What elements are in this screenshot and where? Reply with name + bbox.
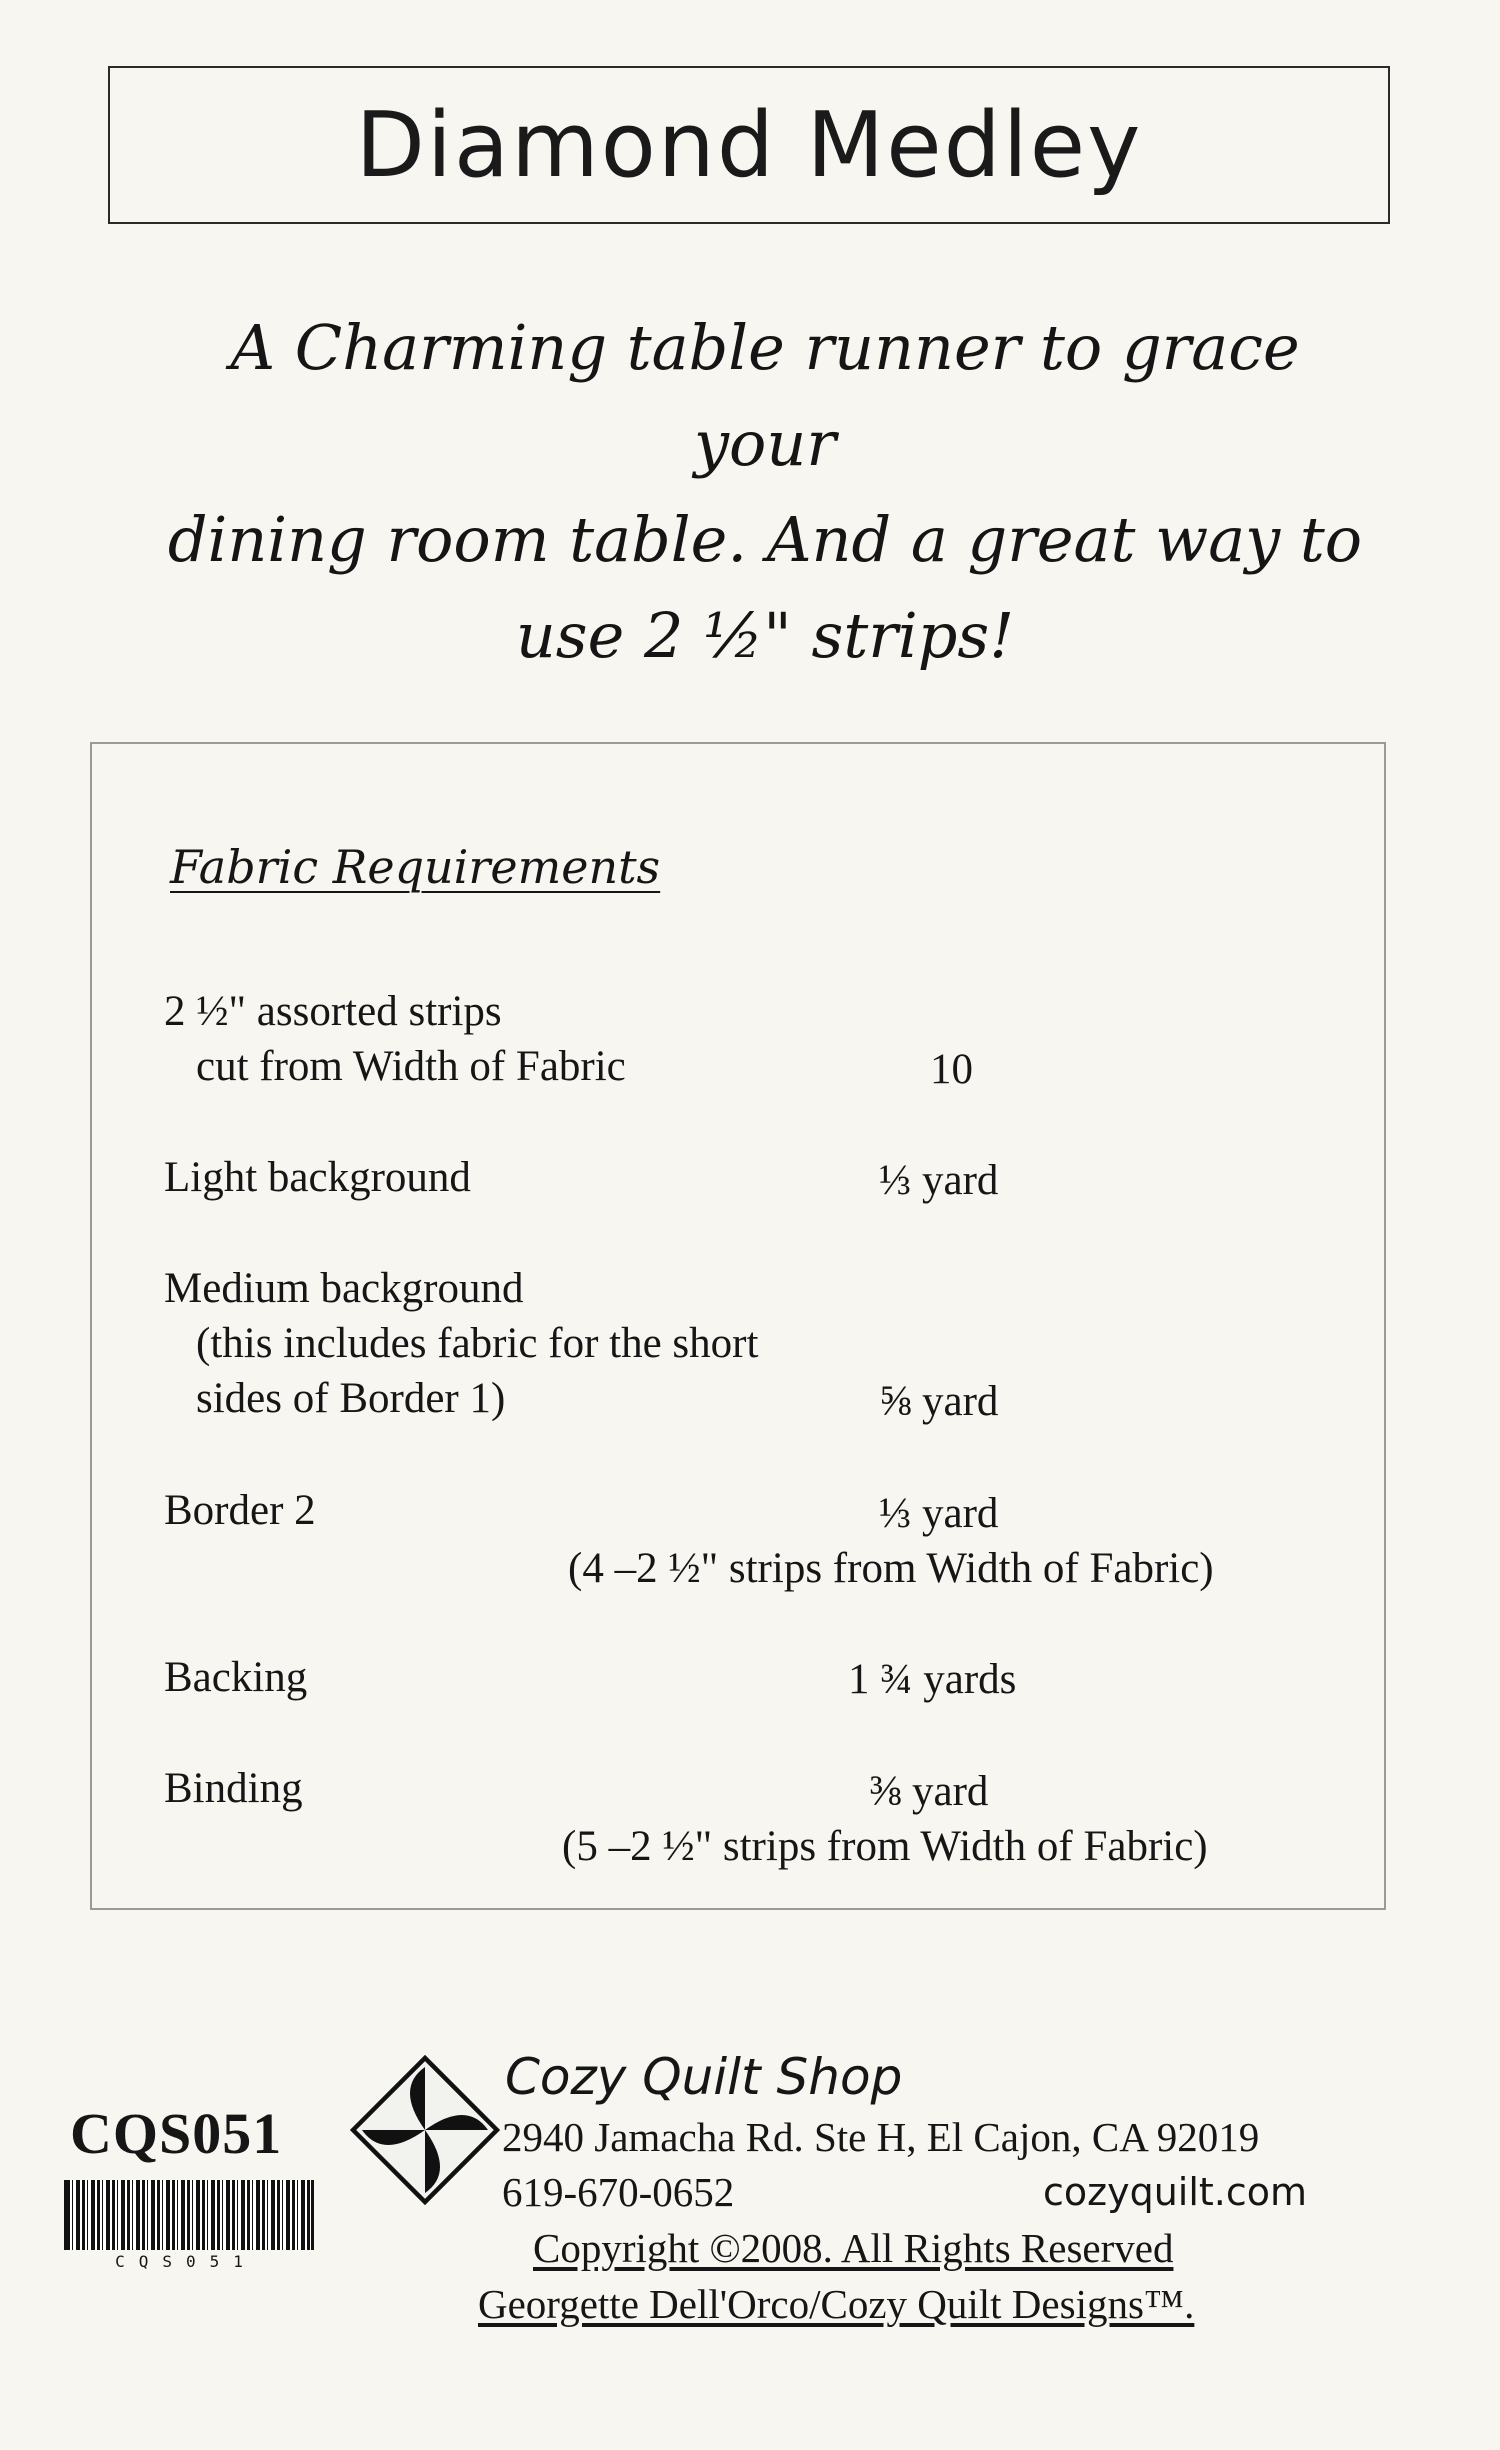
pinwheel-logo-icon — [350, 2055, 500, 2205]
requirement-qty: ⅓ yard — [879, 1157, 999, 1204]
tagline — [150, 300, 1380, 684]
shop-address: 2940 Jamacha Rd. Ste H, El Cajon, CA 92019 — [502, 2114, 1260, 2160]
tagline-line-3: use 2 ½" strips! — [515, 599, 1015, 672]
requirement-label: 2 ½" assorted strips — [164, 988, 502, 1035]
pattern-code: CQS051 — [70, 2101, 283, 2166]
requirement-sub: (this includes fabric for the short — [196, 1320, 759, 1367]
requirement-label: Border 2 — [164, 1487, 316, 1534]
credit-line: Georgette Dell'Orco/Cozy Quilt Designs™. — [478, 2281, 1195, 2327]
page-title: Diamond Medley — [355, 92, 1143, 198]
requirement-label: Light background — [164, 1154, 471, 1201]
shop-phone: 619-670-0652 — [502, 2169, 735, 2215]
requirement-sub: cut from Width of Fabric — [196, 1043, 626, 1090]
title-box — [108, 66, 1390, 224]
barcode — [64, 2180, 314, 2250]
requirement-label: Backing — [164, 1654, 308, 1701]
requirement-note: (5 –2 ½" strips from Width of Fabric) — [562, 1823, 1208, 1870]
tagline-line-1: A Charming table runner to grace your — [230, 311, 1300, 480]
fabric-requirements-box — [90, 742, 1386, 1910]
requirement-label: Medium background — [164, 1265, 524, 1312]
requirement-qty: ⅜ yard — [869, 1768, 989, 1815]
requirement-qty: 1 ¾ yards — [848, 1656, 1017, 1703]
requirement-label: Binding — [164, 1765, 303, 1812]
shop-name: Cozy Quilt Shop — [505, 2048, 903, 2106]
tagline-line-2: dining room table. And a great way to — [167, 503, 1363, 576]
requirements-heading: Fabric Requirements — [170, 840, 661, 894]
requirement-qty: ⅓ yard — [879, 1490, 999, 1537]
barcode-text: CQS051 — [115, 2252, 257, 2271]
copyright-line: Copyright ©2008. All Rights Reserved — [533, 2225, 1174, 2271]
shop-website-link[interactable]: cozyquilt.com — [1043, 2170, 1308, 2214]
requirement-note: (4 –2 ½" strips from Width of Fabric) — [568, 1545, 1214, 1592]
requirement-sub: sides of Border 1) — [196, 1375, 506, 1422]
requirement-qty: ⅝ yard — [879, 1378, 999, 1425]
requirement-qty: 10 — [930, 1046, 973, 1093]
